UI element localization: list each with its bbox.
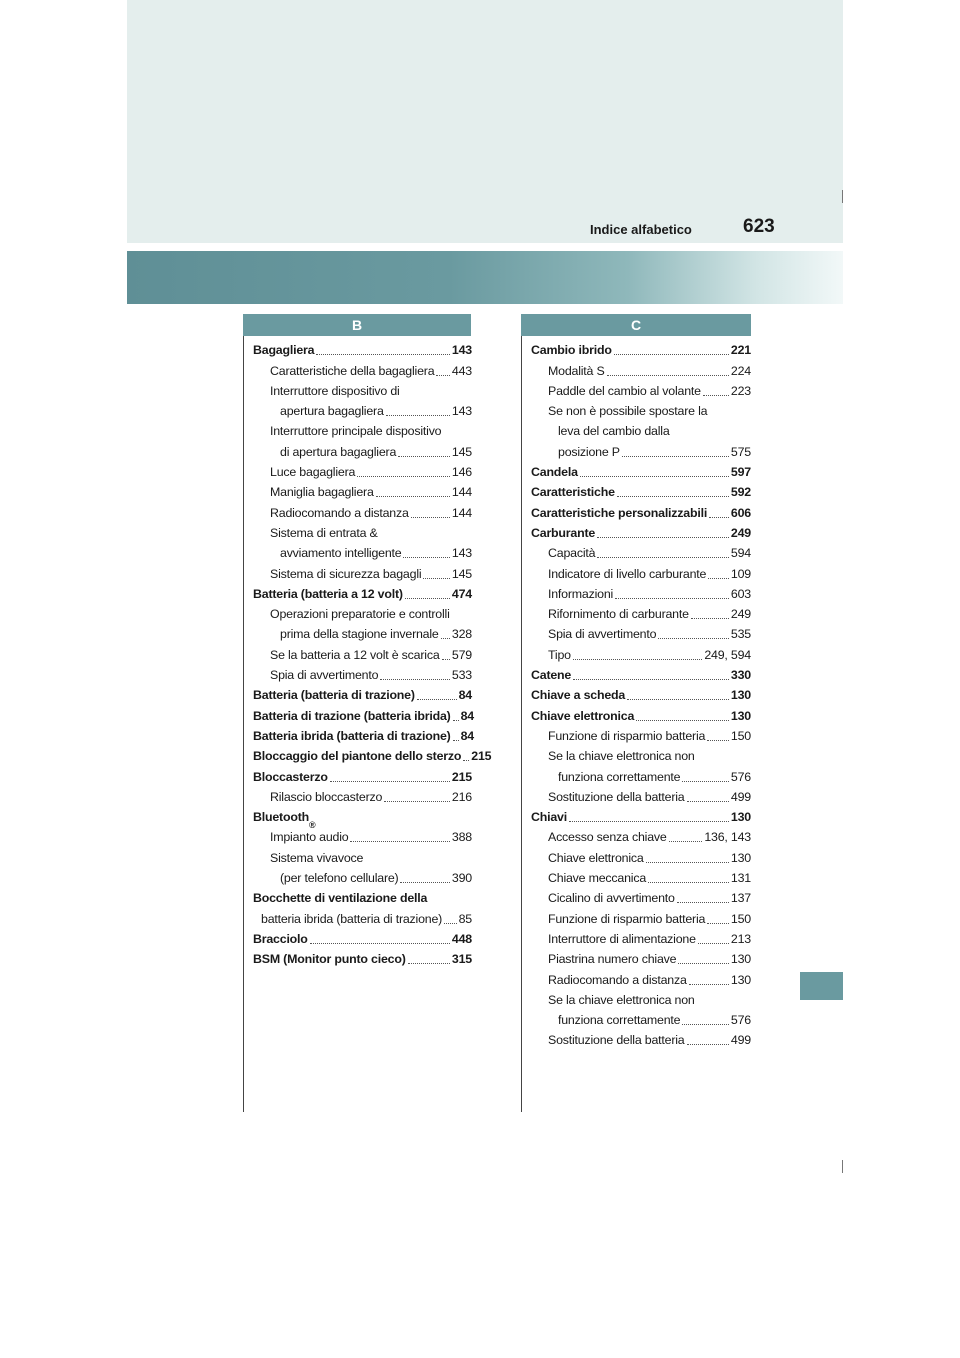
entry-label: Operazioni preparatorie e controlli (270, 607, 450, 622)
leader-dots (597, 557, 729, 558)
index-subentry (531, 764, 751, 784)
index-entry (253, 744, 492, 764)
index-subentry (531, 642, 751, 662)
index-entry (253, 582, 472, 602)
entry-label: Informazioni (548, 586, 614, 601)
index-subentry (253, 866, 472, 886)
page-reference: 144 (451, 505, 472, 520)
entry-label: Bocchette di ventilazione della (253, 891, 428, 906)
page-reference: 145 (451, 444, 472, 459)
entry-label: Bluetooth (253, 810, 310, 825)
page-reference: 84 (458, 688, 472, 703)
page-reference: 388 (451, 830, 472, 845)
page-reference: 474 (451, 586, 472, 601)
leader-dots (405, 598, 450, 599)
index-subentry (253, 419, 472, 439)
section-title: Indice alfabetico (590, 222, 692, 237)
leader-dots (617, 496, 729, 497)
page-reference: 499 (730, 1033, 751, 1048)
leader-dots (646, 862, 729, 863)
leader-dots (627, 699, 729, 700)
decorative-banner (127, 251, 843, 304)
page-reference: 84 (460, 708, 474, 723)
index-entry (253, 338, 472, 358)
leader-dots (403, 557, 449, 558)
index-entry (531, 805, 751, 825)
entry-label: Batteria di trazione (batteria ibrida) (253, 708, 451, 723)
leader-dots (453, 720, 459, 721)
entry-label: Chiavi (531, 810, 567, 825)
entry-label: Chiave a scheda (531, 688, 626, 703)
index-subentry (531, 582, 751, 602)
index-subentry (253, 785, 472, 805)
entry-label: Tipo (548, 647, 571, 662)
entry-label: Interruttore di alimentazione (548, 931, 696, 946)
leader-dots (709, 517, 729, 518)
leader-dots (316, 354, 450, 355)
entry-label: Se non è possibile spostare la (548, 404, 708, 419)
leader-dots (350, 841, 449, 842)
leader-dots (682, 781, 729, 782)
page-reference: 131 (730, 871, 751, 886)
leader-dots (573, 659, 703, 660)
index-entry (253, 886, 472, 906)
leader-dots (614, 354, 729, 355)
index-subentry (253, 358, 472, 378)
leader-dots (463, 760, 469, 761)
index-subentry (253, 825, 472, 845)
entry-label: Cambio ibrido (531, 343, 612, 358)
leader-dots (689, 984, 729, 985)
page-reference: 150 (730, 911, 751, 926)
index-subentry (531, 744, 751, 764)
index-subentry (531, 602, 751, 622)
index-subentry (531, 927, 751, 947)
entry-label: Rifornimento di carburante (548, 607, 689, 622)
leader-dots (569, 821, 729, 822)
index-subentry (531, 988, 751, 1008)
leader-dots (400, 882, 449, 883)
index-subentry (253, 622, 472, 642)
entry-label: Funzione di risparmio batteria (548, 911, 706, 926)
page-reference: 143 (451, 343, 472, 358)
page-reference: 606 (730, 505, 751, 520)
entry-label: apertura bagagliera (280, 404, 384, 419)
index-subentry (531, 825, 751, 845)
page-reference: 315 (451, 952, 472, 967)
index-entry (531, 500, 751, 520)
index-subentry (531, 967, 751, 987)
index-subentry (253, 399, 472, 419)
page-reference: 137 (730, 891, 751, 906)
page-reference: 130 (730, 708, 751, 723)
entry-label: Caratteristiche personalizzabili (531, 505, 708, 520)
entry-label: Batteria (batteria di trazione) (253, 688, 415, 703)
entry-label: Sistema di sicurezza bagagli (270, 566, 422, 581)
index-subentry (531, 379, 751, 399)
leader-dots (687, 801, 729, 802)
entry-label: Caratteristiche (531, 485, 615, 500)
page-reference: 390 (451, 871, 472, 886)
index-subentry (253, 845, 472, 865)
page-reference: 594 (730, 546, 751, 561)
index-entry (253, 947, 472, 967)
page-reference: 213 (730, 931, 751, 946)
page-reference: 328 (451, 627, 472, 642)
entry-label: Cicalino di avvertimento (548, 891, 675, 906)
index-subentry (531, 845, 751, 865)
page-reference: 215 (451, 769, 472, 784)
page-reference: 535 (730, 627, 751, 642)
index-entry (253, 703, 472, 723)
page-reference: 215 (471, 749, 492, 764)
entry-label: Batteria (batteria a 12 volt) (253, 586, 403, 601)
page-reference: 130 (730, 952, 751, 967)
index-subentry (253, 379, 472, 399)
index-entry (531, 338, 751, 358)
page-reference: 143 (451, 404, 472, 419)
index-subentry (253, 642, 472, 662)
index-entry (253, 927, 472, 947)
page-reference: 145 (451, 566, 472, 581)
page-reference: 499 (730, 789, 751, 804)
index-subentry (531, 866, 751, 886)
entry-label: Spia di avvertimento (270, 668, 379, 683)
leader-dots (678, 963, 729, 964)
entry-label: Sostituzione della batteria (548, 789, 685, 804)
entry-label: Impianto audio (270, 830, 349, 845)
index-subentry (253, 602, 472, 622)
column-letter-c: C (521, 314, 751, 336)
entry-label: Funzione di risparmio batteria (548, 728, 706, 743)
leader-dots (707, 923, 729, 924)
index-entry (531, 480, 751, 500)
index-subentry (531, 541, 751, 561)
crop-mark-bottom (842, 1160, 843, 1173)
page-reference: 130 (730, 810, 751, 825)
entry-label: (per telefono cellulare) (280, 871, 399, 886)
leader-dots (380, 679, 450, 680)
entry-label: Accesso senza chiave (548, 830, 667, 845)
page-reference: 130 (730, 850, 751, 865)
entry-label: Bloccasterzo (253, 769, 328, 784)
leader-dots (636, 720, 729, 721)
index-subentry (531, 439, 751, 459)
leader-dots (615, 598, 729, 599)
crop-mark-top (842, 190, 843, 203)
leader-dots (442, 659, 450, 660)
index-subentry (531, 419, 751, 439)
section-thumb-tab (800, 972, 843, 1000)
leader-dots (411, 517, 450, 518)
page-reference: 130 (730, 688, 751, 703)
index-subentry (531, 947, 751, 967)
entry-label: prima della stagione invernale (280, 627, 439, 642)
index-subentry (531, 1028, 751, 1048)
page-reference: 249 (730, 525, 751, 540)
leader-dots (682, 1024, 729, 1025)
leader-dots (597, 537, 729, 538)
leader-dots (417, 699, 457, 700)
index-subentry (531, 724, 751, 744)
leader-dots (436, 375, 450, 376)
entry-label: funziona correttamente (558, 769, 681, 784)
page-reference: 109 (730, 566, 751, 581)
index-entry (253, 724, 472, 744)
entry-label: BSM (Monitor punto cieco) (253, 952, 406, 967)
page-reference: 330 (730, 668, 751, 683)
entry-label: Caratteristiche della bagagliera (270, 363, 435, 378)
entry-label: Candela (531, 465, 578, 480)
leader-dots (310, 943, 450, 944)
page-reference: 150 (730, 728, 751, 743)
entry-label: avviamento intelligente (280, 546, 402, 561)
entry-label: Catene (531, 668, 572, 683)
index-entry (531, 663, 751, 683)
index-column-c (531, 338, 751, 1048)
leader-dots (423, 578, 449, 579)
leader-dots (580, 476, 729, 477)
page-reference: 249 (730, 607, 751, 622)
entry-label: Batteria ibrida (batteria di trazione) (253, 728, 451, 743)
page-reference: 144 (451, 485, 472, 500)
leader-dots (384, 801, 450, 802)
page-reference: 603 (730, 586, 751, 601)
entry-label: Radiocomando a distanza (270, 505, 409, 520)
page-reference: 597 (730, 465, 751, 480)
page-reference: 575 (730, 444, 751, 459)
entry-label: Interruttore principale dispositivo (270, 424, 442, 439)
entry-label: Maniglia bagagliera (270, 485, 374, 500)
page-reference: 448 (451, 931, 472, 946)
entry-label: leva del cambio dalla (558, 424, 670, 439)
entry-label: Paddle del cambio al volante (548, 383, 701, 398)
entry-label: Carburante (531, 525, 596, 540)
index-subentry (253, 500, 472, 520)
index-entry (531, 460, 751, 480)
entry-label: Chiave elettronica (548, 850, 644, 865)
entry-label: Luce bagagliera (270, 465, 356, 480)
entry-label: Spia di avvertimento (548, 627, 657, 642)
index-column-b (253, 338, 492, 967)
entry-label: Modalità S (548, 363, 605, 378)
leader-dots (669, 841, 703, 842)
index-subentry (531, 886, 751, 906)
page-reference: 84 (460, 728, 474, 743)
page-reference: 576 (730, 1013, 751, 1028)
entry-label: Sistema di entrata & (270, 525, 378, 540)
page-reference: 592 (730, 485, 751, 500)
index-entry (531, 703, 751, 723)
leader-dots (444, 923, 457, 924)
leader-dots (677, 902, 729, 903)
index-subentry (253, 906, 472, 926)
index-subentry (531, 906, 751, 926)
page-reference: 576 (730, 769, 751, 784)
leader-dots (386, 415, 450, 416)
leader-dots (698, 943, 729, 944)
index-subentry (253, 460, 472, 480)
leader-dots (357, 476, 450, 477)
page-reference: 216 (451, 789, 472, 804)
index-subentry (253, 561, 472, 581)
entry-label: Bracciolo (253, 931, 308, 946)
leader-dots (687, 1044, 729, 1045)
index-subentry (253, 521, 472, 541)
header-band (127, 0, 843, 243)
leader-dots (691, 618, 729, 619)
entry-label: Chiave elettronica (531, 708, 635, 723)
page-reference: 533 (451, 668, 472, 683)
entry-label: Capacità (548, 546, 596, 561)
entry-label: Sistema vivavoce (270, 850, 364, 865)
column-rule-c (521, 336, 522, 1112)
page-reference: 143 (451, 546, 472, 561)
page-reference: 146 (451, 465, 472, 480)
leader-dots (376, 496, 450, 497)
entry-label: Bloccaggio del piantone dello sterzo (253, 749, 462, 764)
page-reference: 221 (730, 343, 751, 358)
leader-dots (708, 578, 729, 579)
leader-dots (408, 963, 450, 964)
index-subentry (253, 541, 472, 561)
entry-label: Interruttore dispositivo di (270, 383, 400, 398)
index-entry (531, 683, 751, 703)
page-reference: 224 (730, 363, 751, 378)
leader-dots (658, 638, 729, 639)
leader-dots (573, 679, 729, 680)
index-entry (253, 683, 472, 703)
page-reference: 249, 594 (704, 647, 751, 662)
leader-dots (648, 882, 729, 883)
entry-label: Bagagliera (253, 343, 315, 358)
index-subentry (531, 399, 751, 419)
page-reference: 223 (730, 383, 751, 398)
leader-dots (441, 638, 450, 639)
entry-label: Se la chiave elettronica non (548, 992, 695, 1007)
index-subentry (253, 480, 472, 500)
leader-dots (398, 456, 450, 457)
entry-label: Se la batteria a 12 volt è scarica (270, 647, 440, 662)
entry-label: Radiocomando a distanza (548, 972, 687, 987)
page-reference: 443 (451, 363, 472, 378)
index-entry (253, 764, 472, 784)
entry-label: posizione P (558, 444, 620, 459)
page-reference: 136, 143 (704, 830, 751, 845)
entry-label: Chiave meccanica (548, 871, 647, 886)
index-subentry (531, 785, 751, 805)
index-subentry (253, 663, 472, 683)
leader-dots (703, 395, 729, 396)
index-entry (531, 521, 751, 541)
index-subentry (531, 358, 751, 378)
index-subentry (531, 622, 751, 642)
page-reference: 85 (458, 911, 472, 926)
index-subentry (531, 1008, 751, 1028)
page-reference: 579 (451, 647, 472, 662)
page-number: 623 (743, 216, 775, 237)
entry-label: Piastrina numero chiave (548, 952, 677, 967)
index-entry: Bluetooth ® (253, 810, 316, 831)
entry-label: funziona correttamente (558, 1013, 681, 1028)
page-reference: 130 (730, 972, 751, 987)
entry-label: batteria ibrida (batteria di trazione) (261, 911, 443, 926)
entry-label: Sostituzione della batteria (548, 1033, 685, 1048)
entry-label: Indicatore di livello carburante (548, 566, 707, 581)
column-letter-b: B (243, 314, 471, 336)
index-subentry (253, 439, 472, 459)
leader-dots (607, 375, 729, 376)
leader-dots (330, 781, 450, 782)
leader-dots (707, 740, 729, 741)
index-subentry (531, 561, 751, 581)
leader-dots (622, 456, 729, 457)
column-rule-b (243, 336, 244, 1112)
entry-label: Rilascio bloccasterzo (270, 789, 383, 804)
entry-label: di apertura bagagliera (280, 444, 397, 459)
entry-label: Se la chiave elettronica non (548, 749, 695, 764)
leader-dots (453, 740, 459, 741)
